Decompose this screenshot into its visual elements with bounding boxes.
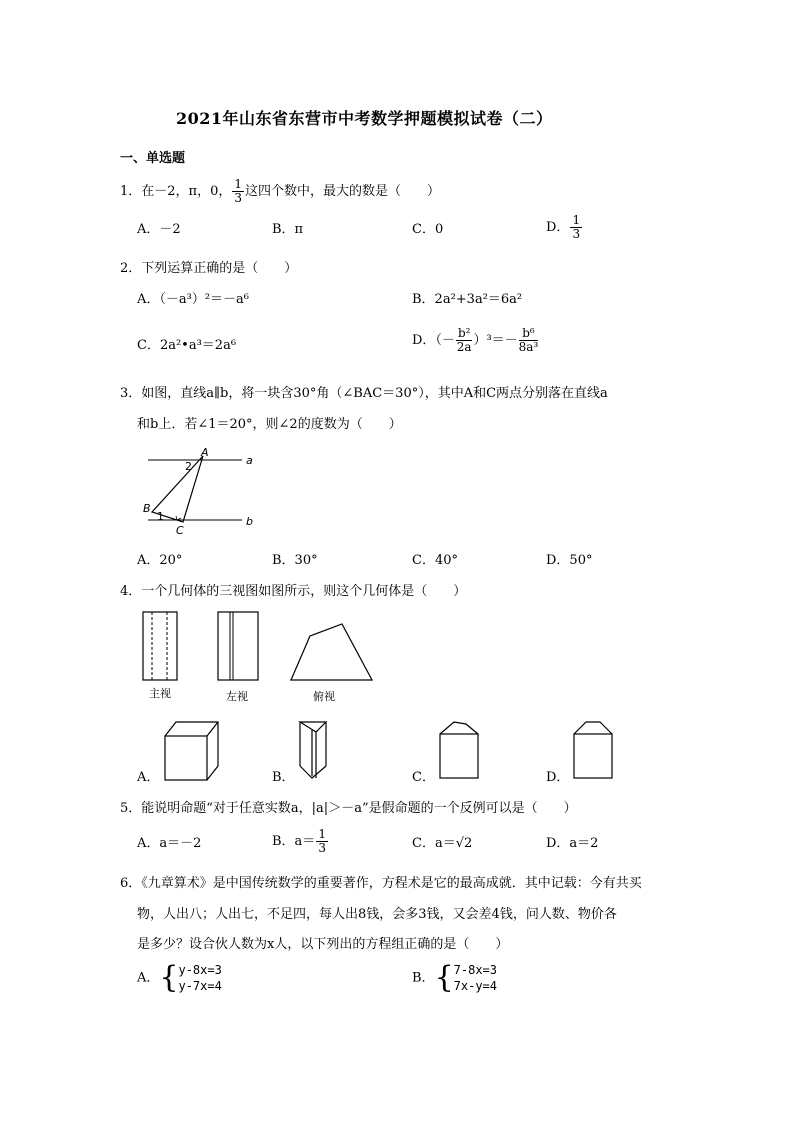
- label-b: b: [246, 515, 253, 528]
- fraction-denominator: 2a: [456, 340, 472, 354]
- option-b[interactable]: B．π: [272, 222, 304, 237]
- fraction-denominator: 3: [234, 191, 243, 205]
- brace: {: [159, 960, 179, 995]
- option-b[interactable]: B．: [272, 770, 295, 785]
- fraction-numerator: b⁶: [519, 327, 539, 341]
- option-a[interactable]: A．－2: [137, 222, 181, 237]
- question-number: 4．: [120, 584, 142, 599]
- top-view: [291, 624, 372, 680]
- solid-c: [440, 722, 478, 778]
- question-6-line3: 是多少？设合伙人数为x人，以下列出的方程组正确的是（ ）: [137, 937, 509, 952]
- option-a[interactable]: [137, 962, 222, 994]
- label-A: A: [201, 446, 209, 459]
- option-label: A．: [137, 970, 160, 986]
- question-stem: 下列运算正确的是（ ）: [141, 261, 298, 276]
- question-number: 6．: [120, 876, 142, 891]
- front-view-label: 主视: [149, 687, 171, 700]
- option-b[interactable]: [412, 962, 497, 994]
- equation-system: [178, 962, 221, 994]
- question-stem: 一个几何体的三视图如图所示，则这个几何体是（ ）: [141, 584, 467, 599]
- fraction-denominator: 8a³: [518, 340, 539, 354]
- section-heading: 一、单选题: [120, 151, 186, 166]
- question-number: 1．: [120, 184, 142, 199]
- option-a[interactable]: A．（－a³）²＝－a⁶: [137, 292, 250, 307]
- angle-2-label: 2: [185, 460, 192, 473]
- question-number: 2．: [120, 261, 142, 276]
- option-c[interactable]: C．40°: [412, 553, 458, 568]
- solid-a: [165, 722, 218, 780]
- option-c[interactable]: C．: [412, 770, 435, 785]
- fraction: [316, 828, 328, 855]
- option-b[interactable]: B．2a²+3a²＝6a²: [412, 292, 523, 307]
- option-label: B．: [412, 970, 435, 986]
- page-title: 2021年山东省东营市中考数学押题模拟试卷（二）: [176, 109, 553, 128]
- equation: 7-8x=3: [453, 963, 498, 977]
- solid-d: [574, 722, 612, 778]
- question-stem: 《九章算术》是中国传统数学的重要著作，方程术是它的最高成就．其中记载：今有共买: [141, 876, 642, 891]
- option-a[interactable]: A．20°: [137, 553, 183, 568]
- option-d[interactable]: D．a＝2: [546, 836, 599, 851]
- question-stem: 在－2，π，0，: [141, 184, 232, 199]
- fraction-numerator: 1: [234, 177, 243, 191]
- fraction-numerator: 1: [572, 213, 581, 227]
- equation: y-7x=4: [178, 979, 222, 993]
- option-d[interactable]: D．50°: [546, 553, 593, 568]
- expression-part: ）³＝－: [473, 333, 518, 348]
- front-view: [143, 612, 177, 680]
- fraction-numerator: b²: [457, 326, 471, 340]
- fraction-numerator: 1: [318, 827, 326, 841]
- solid-b: [300, 722, 326, 778]
- label-a: a: [246, 454, 253, 467]
- question-stem-tail: 这四个数中，最大的数是（ ）: [245, 184, 441, 199]
- left-view-label: 左视: [226, 690, 248, 703]
- label-C: C: [176, 524, 184, 537]
- option-a[interactable]: A．a＝－2: [137, 836, 202, 851]
- option-d[interactable]: D．: [546, 770, 570, 785]
- question-stem: 如图，直线a∥b，将一块含30°角（∠BAC＝30°），其中A和C两点分别落在直线a: [141, 386, 608, 401]
- question-6-line2: 物，人出八；人出七，不足四，每人出8钱，会多3钱，又会差4钱，问人数、物价各: [137, 907, 617, 922]
- question-6: [120, 875, 642, 893]
- option-b[interactable]: [272, 828, 329, 855]
- option-b[interactable]: B．30°: [272, 553, 318, 568]
- option-c[interactable]: C．2a²•a³＝2a⁶: [137, 338, 237, 353]
- question-number: 5．: [120, 801, 142, 816]
- fraction-denominator: 3: [318, 841, 326, 855]
- question-number: 3．: [120, 386, 142, 401]
- option-c[interactable]: C．a＝√2: [412, 836, 473, 851]
- equation: y-8x=3: [178, 963, 222, 977]
- left-view: [218, 612, 258, 680]
- option-label: D．: [546, 220, 570, 235]
- fraction-denominator: 3: [572, 227, 581, 241]
- equation-system: [454, 962, 497, 994]
- question-3-line2: 和b上．若∠1＝20°，则∠2的度数为（ ）: [137, 417, 402, 432]
- option-label: B．a＝: [272, 834, 316, 849]
- angle-1-label: 1: [157, 510, 164, 523]
- option-a[interactable]: A．: [137, 770, 160, 785]
- equation: 7x-y=4: [453, 979, 498, 993]
- question-5: [120, 800, 577, 818]
- question-stem: 能说明命题“对于任意实数a，|a|＞－a”是假命题的一个反例可以是（ ）: [141, 801, 577, 816]
- option-c[interactable]: C．0: [412, 222, 444, 237]
- brace: {: [434, 960, 454, 995]
- label-B: B: [143, 502, 151, 515]
- top-view-label: 俯视: [313, 690, 335, 703]
- option-label: D．（－: [412, 333, 455, 348]
